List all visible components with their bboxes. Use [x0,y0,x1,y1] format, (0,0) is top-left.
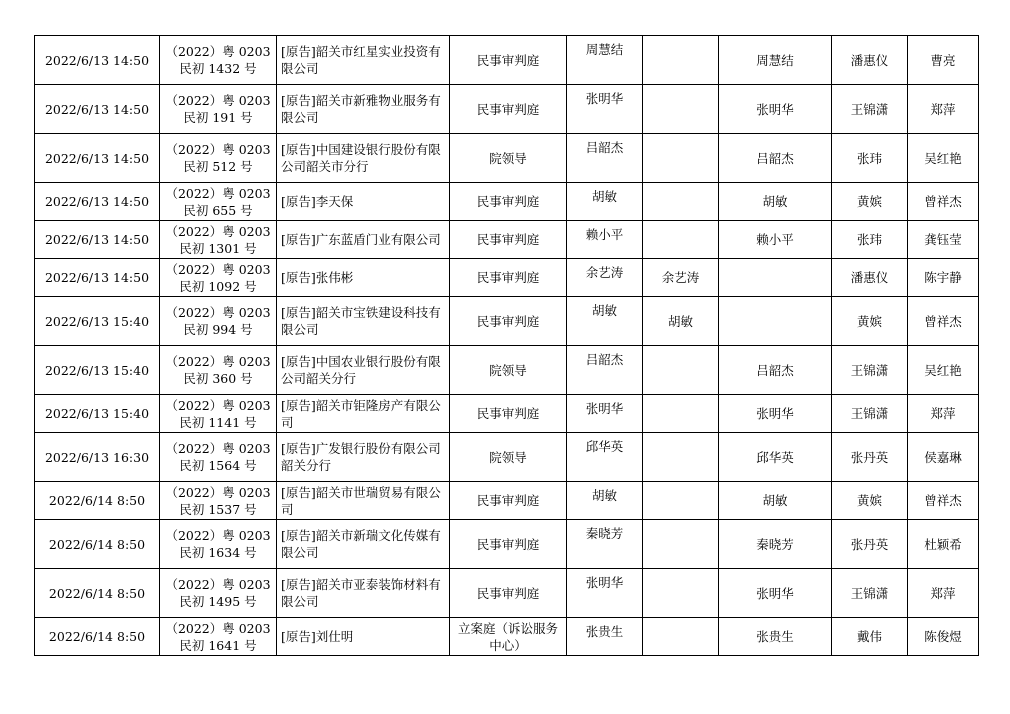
presiding-judge-cell: 张明华 [719,85,832,134]
hearing-time-cell: 2022/6/13 15:40 [35,346,160,395]
judge-cell: 周慧结 [567,36,643,85]
case-number-cell: （2022）粤 0203 民初 1537 号 [160,482,277,520]
hearing-time-cell: 2022/6/13 16:30 [35,433,160,482]
department-cell: 民事审判庭 [450,85,567,134]
presiding-judge-cell: 胡敏 [719,482,832,520]
clerk-cell: 张丹英 [832,520,908,569]
department-cell: 院领导 [450,346,567,395]
table-row [35,346,979,395]
hearing-time-cell: 2022/6/13 14:50 [35,221,160,259]
party-cell: [原告]韶关市新瑞文化传媒有限公司 [277,520,450,569]
table-row [35,482,979,520]
clerk-cell: 王锦潇 [832,346,908,395]
hearing-time-cell: 2022/6/14 8:50 [35,569,160,618]
assistant-cell: 曾祥杰 [908,482,979,520]
case-number-cell: （2022）粤 0203 民初 1301 号 [160,221,277,259]
judge-alt-cell [643,346,719,395]
judge-cell: 张明华 [567,395,643,433]
table-row [35,134,979,183]
case-number-cell: （2022）粤 0203 民初 360 号 [160,346,277,395]
party-cell: [原告]韶关市钜隆房产有限公司 [277,395,450,433]
party-cell: [原告]刘仕明 [277,618,450,656]
judge-alt-cell [643,618,719,656]
clerk-cell: 王锦潇 [832,85,908,134]
presiding-judge-cell [719,297,832,346]
judge-cell: 胡敏 [567,183,643,221]
assistant-cell: 曾祥杰 [908,183,979,221]
table-row [35,569,979,618]
assistant-cell: 杜颖希 [908,520,979,569]
judge-alt-cell: 余艺涛 [643,259,719,297]
party-cell: [原告]韶关市宝铁建设科技有限公司 [277,297,450,346]
table-row [35,36,979,85]
department-cell: 民事审判庭 [450,395,567,433]
assistant-cell: 陈宇静 [908,259,979,297]
department-cell: 民事审判庭 [450,297,567,346]
hearing-schedule-table [34,35,979,656]
clerk-cell: 王锦潇 [832,569,908,618]
case-number-cell: （2022）粤 0203 民初 1564 号 [160,433,277,482]
party-cell: [原告]广东蓝盾门业有限公司 [277,221,450,259]
department-cell: 民事审判庭 [450,569,567,618]
hearing-time-cell: 2022/6/13 15:40 [35,297,160,346]
party-cell: [原告]韶关市新雅物业服务有限公司 [277,85,450,134]
judge-alt-cell [643,433,719,482]
judge-alt-cell [643,395,719,433]
assistant-cell: 郑萍 [908,395,979,433]
assistant-cell: 龚钰莹 [908,221,979,259]
clerk-cell: 潘惠仪 [832,259,908,297]
judge-alt-cell [643,134,719,183]
case-number-cell: （2022）粤 0203 民初 191 号 [160,85,277,134]
party-cell: [原告]韶关市亚泰装饰材料有限公司 [277,569,450,618]
hearing-time-cell: 2022/6/13 14:50 [35,134,160,183]
clerk-cell: 潘惠仪 [832,36,908,85]
judge-cell: 胡敏 [567,297,643,346]
judge-cell: 赖小平 [567,221,643,259]
presiding-judge-cell: 赖小平 [719,221,832,259]
table-row [35,221,979,259]
judge-cell: 张明华 [567,569,643,618]
hearing-time-cell: 2022/6/13 14:50 [35,36,160,85]
judge-cell: 余艺涛 [567,259,643,297]
clerk-cell: 黄嫔 [832,482,908,520]
clerk-cell: 黄嫔 [832,183,908,221]
assistant-cell: 郑萍 [908,569,979,618]
hearing-time-cell: 2022/6/14 8:50 [35,618,160,656]
judge-alt-cell [643,221,719,259]
judge-cell: 张贵生 [567,618,643,656]
presiding-judge-cell: 张明华 [719,395,832,433]
case-number-cell: （2022）粤 0203 民初 1495 号 [160,569,277,618]
case-number-cell: （2022）粤 0203 民初 1141 号 [160,395,277,433]
department-cell: 民事审判庭 [450,221,567,259]
clerk-cell: 王锦潇 [832,395,908,433]
hearing-time-cell: 2022/6/14 8:50 [35,520,160,569]
clerk-cell: 张丹英 [832,433,908,482]
department-cell: 院领导 [450,433,567,482]
party-cell: [原告]广发银行股份有限公司韶关分行 [277,433,450,482]
judge-alt-cell: 胡敏 [643,297,719,346]
case-number-cell: （2022）粤 0203 民初 1634 号 [160,520,277,569]
judge-alt-cell [643,569,719,618]
assistant-cell: 陈俊煜 [908,618,979,656]
assistant-cell: 曹亮 [908,36,979,85]
judge-cell: 秦晓芳 [567,520,643,569]
department-cell: 民事审判庭 [450,482,567,520]
case-number-cell: （2022）粤 0203 民初 1432 号 [160,36,277,85]
judge-alt-cell [643,36,719,85]
table-body [35,36,979,656]
presiding-judge-cell: 吕韶杰 [719,134,832,183]
hearing-time-cell: 2022/6/14 8:50 [35,482,160,520]
table-row [35,395,979,433]
presiding-judge-cell: 周慧结 [719,36,832,85]
table-row [35,433,979,482]
party-cell: [原告]韶关市红星实业投资有限公司 [277,36,450,85]
table-row [35,520,979,569]
department-cell: 民事审判庭 [450,520,567,569]
assistant-cell: 曾祥杰 [908,297,979,346]
clerk-cell: 戴伟 [832,618,908,656]
hearing-time-cell: 2022/6/13 14:50 [35,259,160,297]
case-number-cell: （2022）粤 0203 民初 655 号 [160,183,277,221]
hearing-time-cell: 2022/6/13 14:50 [35,85,160,134]
case-number-cell: （2022）粤 0203 民初 1641 号 [160,618,277,656]
presiding-judge-cell: 吕韶杰 [719,346,832,395]
party-cell: [原告]中国建设银行股份有限公司韶关市分行 [277,134,450,183]
table-row [35,297,979,346]
table-row [35,183,979,221]
assistant-cell: 侯嘉琳 [908,433,979,482]
judge-alt-cell [643,482,719,520]
case-number-cell: （2022）粤 0203 民初 512 号 [160,134,277,183]
clerk-cell: 张玮 [832,221,908,259]
judge-alt-cell [643,183,719,221]
table-row [35,259,979,297]
party-cell: [原告]张伟彬 [277,259,450,297]
hearing-time-cell: 2022/6/13 14:50 [35,183,160,221]
judge-cell: 张明华 [567,85,643,134]
judge-cell: 邱华英 [567,433,643,482]
judge-cell: 吕韶杰 [567,134,643,183]
presiding-judge-cell: 胡敏 [719,183,832,221]
department-cell: 民事审判庭 [450,36,567,85]
department-cell: 立案庭（诉讼服务中心） [450,618,567,656]
case-number-cell: （2022）粤 0203 民初 1092 号 [160,259,277,297]
clerk-cell: 张玮 [832,134,908,183]
department-cell: 民事审判庭 [450,259,567,297]
presiding-judge-cell: 张明华 [719,569,832,618]
party-cell: [原告]李天保 [277,183,450,221]
hearing-time-cell: 2022/6/13 15:40 [35,395,160,433]
department-cell: 院领导 [450,134,567,183]
judge-cell: 胡敏 [567,482,643,520]
judge-cell: 吕韶杰 [567,346,643,395]
table-row [35,85,979,134]
presiding-judge-cell [719,259,832,297]
assistant-cell: 郑萍 [908,85,979,134]
judge-alt-cell [643,520,719,569]
assistant-cell: 吴红艳 [908,134,979,183]
case-number-cell: （2022）粤 0203 民初 994 号 [160,297,277,346]
table-row [35,618,979,656]
party-cell: [原告]韶关市世瑞贸易有限公司 [277,482,450,520]
presiding-judge-cell: 秦晓芳 [719,520,832,569]
presiding-judge-cell: 张贵生 [719,618,832,656]
judge-alt-cell [643,85,719,134]
presiding-judge-cell: 邱华英 [719,433,832,482]
assistant-cell: 吴红艳 [908,346,979,395]
party-cell: [原告]中国农业银行股份有限公司韶关分行 [277,346,450,395]
department-cell: 民事审判庭 [450,183,567,221]
clerk-cell: 黄嫔 [832,297,908,346]
